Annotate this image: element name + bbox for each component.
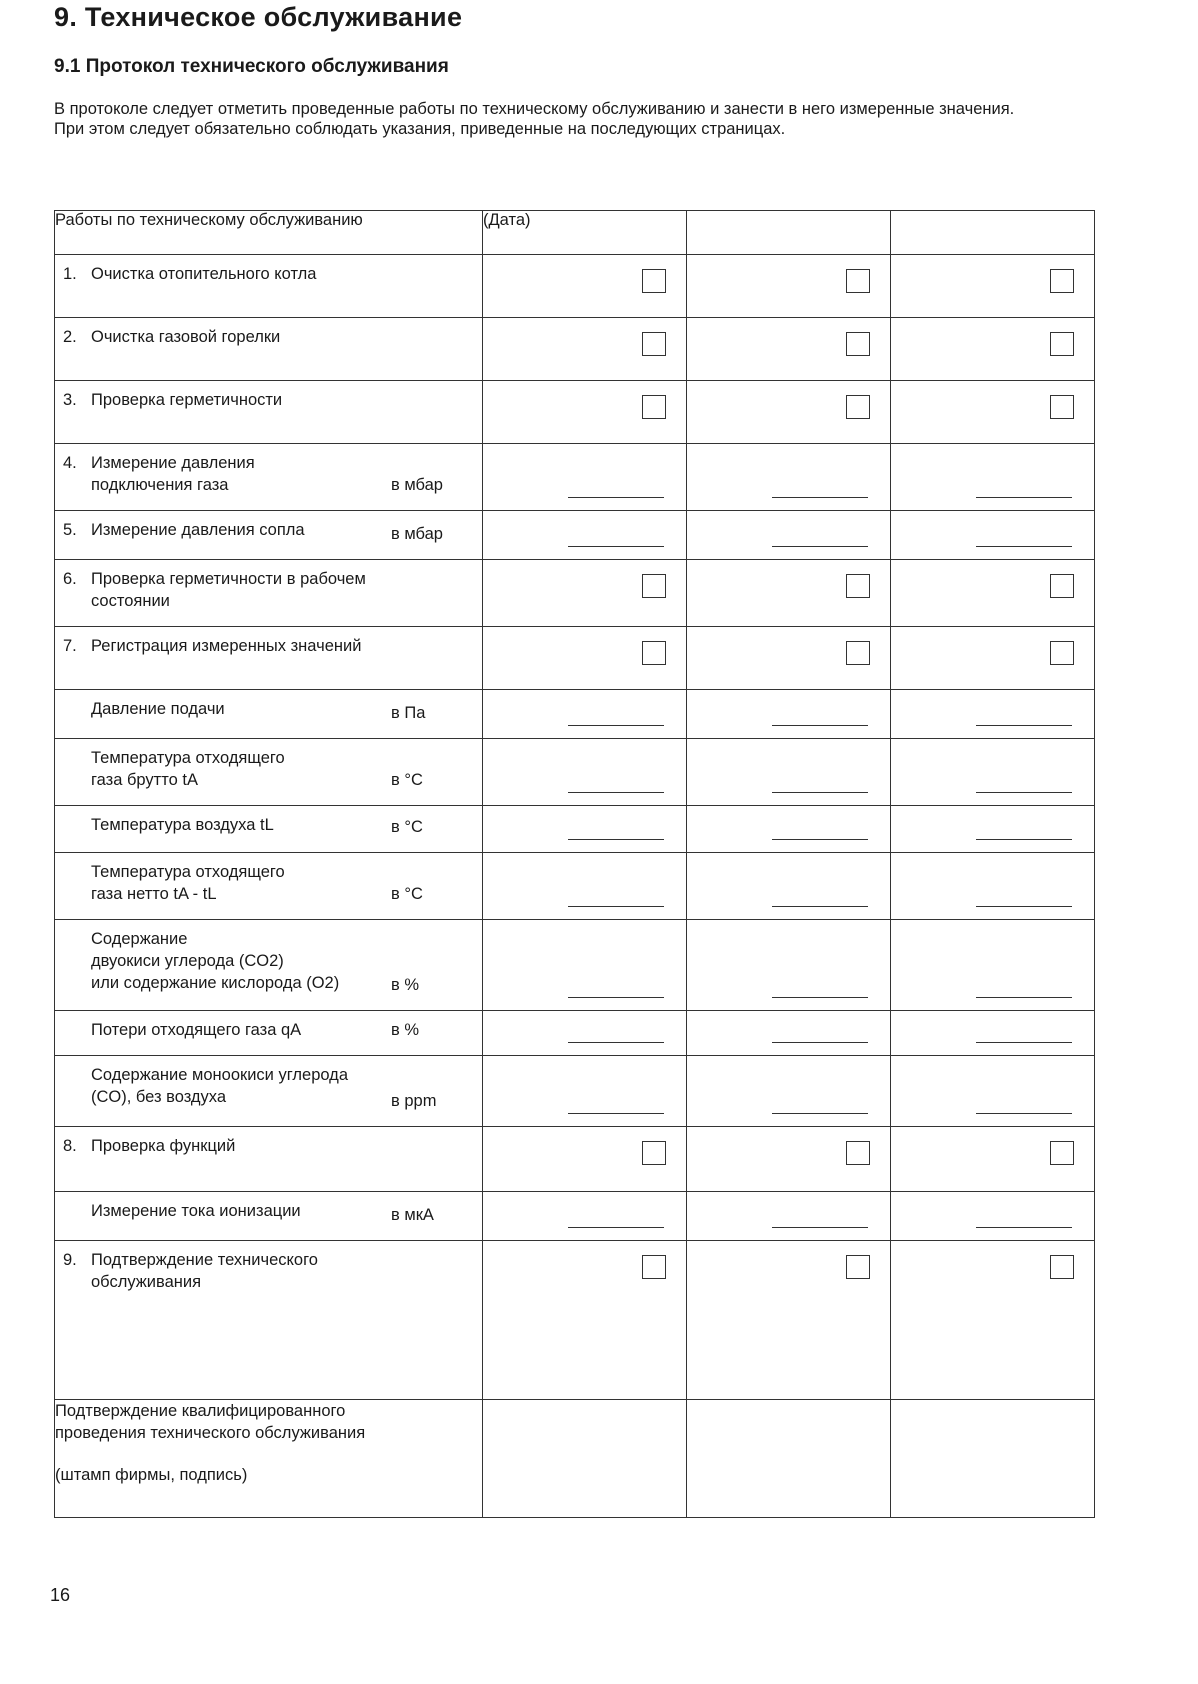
- row-number: 4.: [63, 454, 77, 472]
- row-label: Подтверждение технического обслуживания: [91, 1251, 318, 1291]
- protocol-value-cell: [483, 1192, 687, 1241]
- protocol-row-label-cell: [55, 1192, 483, 1241]
- protocol-value-cell: [891, 1011, 1095, 1056]
- protocol-value-cell: [891, 920, 1095, 1011]
- page-number: 16: [50, 1585, 71, 1605]
- protocol-value-cell: [687, 627, 891, 690]
- row-unit: в мкА: [391, 1206, 434, 1224]
- measurement-entry-line[interactable]: [976, 839, 1072, 840]
- protocol-value-cell: [891, 1192, 1095, 1241]
- row-number: 9.: [63, 1251, 77, 1269]
- protocol-row: [55, 381, 1095, 444]
- completion-checkbox[interactable]: [642, 574, 666, 598]
- measurement-entry-line[interactable]: [772, 792, 868, 793]
- row-number: 2.: [63, 328, 77, 346]
- row-number: 6.: [63, 570, 77, 588]
- completion-checkbox[interactable]: [846, 1255, 870, 1279]
- completion-checkbox[interactable]: [642, 1255, 666, 1279]
- completion-checkbox[interactable]: [1050, 574, 1074, 598]
- measurement-entry-line[interactable]: [568, 906, 664, 907]
- row-unit: в ppm: [391, 1092, 437, 1110]
- protocol-value-cell: [687, 1056, 891, 1127]
- row-label: Температура отходящего газа нетто tA - tL: [91, 863, 285, 903]
- protocol-value-cell: [687, 1127, 891, 1192]
- protocol-row: [55, 806, 1095, 853]
- measurement-entry-line[interactable]: [976, 497, 1072, 498]
- completion-checkbox[interactable]: [1050, 1141, 1074, 1165]
- protocol-value-cell: [687, 318, 891, 381]
- row-label: Проверка герметичности: [91, 391, 283, 409]
- completion-checkbox[interactable]: [846, 641, 870, 665]
- row-label: Потери отходящего газа qA: [91, 1021, 302, 1039]
- intro-text: [54, 99, 1114, 139]
- completion-checkbox[interactable]: [642, 332, 666, 356]
- protocol-value-cell: [891, 739, 1095, 806]
- row-label: Содержание двуокиси углерода (CO2) или содержание кислорода (O2): [91, 930, 340, 992]
- protocol-value-cell: [891, 627, 1095, 690]
- protocol-value-cell: [891, 511, 1095, 560]
- protocol-value-cell: [687, 511, 891, 560]
- measurement-entry-line[interactable]: [568, 1227, 664, 1228]
- completion-checkbox[interactable]: [1050, 332, 1074, 356]
- protocol-value-cell: [891, 1056, 1095, 1127]
- protocol-value-cell: [687, 255, 891, 318]
- protocol-row: [55, 1056, 1095, 1127]
- intro-paragraph-2: При этом следует обязательно соблюдать указания, приведенные на последующих страницах.: [54, 120, 786, 138]
- row-label: Проверка функций: [91, 1137, 236, 1155]
- measurement-entry-line[interactable]: [568, 1113, 664, 1114]
- protocol-row-label-cell: [55, 739, 483, 806]
- completion-checkbox[interactable]: [642, 641, 666, 665]
- protocol-value-cell: [687, 806, 891, 853]
- signature-note: (штамп фирмы, подпись): [55, 1466, 248, 1484]
- protocol-value-cell: [483, 627, 687, 690]
- row-label: Измерение давления подключения газа: [91, 454, 255, 494]
- header-works-label: Работы по техническому обслуживанию: [55, 211, 483, 255]
- protocol-row: [55, 1241, 1095, 1400]
- row-label: Температура отходящего газа брутто tA: [91, 749, 285, 789]
- completion-checkbox[interactable]: [846, 332, 870, 356]
- measurement-entry-line[interactable]: [772, 1042, 868, 1043]
- row-label: Температура воздуха tL: [91, 816, 274, 834]
- protocol-value-cell: [483, 511, 687, 560]
- signature-stamp-cell[interactable]: [687, 1400, 891, 1518]
- protocol-value-cell: [687, 1241, 891, 1400]
- row-label: Проверка герметичности в рабочем состоянии: [91, 570, 366, 610]
- protocol-row: [55, 1011, 1095, 1056]
- protocol-row: [55, 1127, 1095, 1192]
- row-number: 3.: [63, 391, 77, 409]
- protocol-value-cell: [891, 560, 1095, 627]
- protocol-row-label-cell: [55, 1056, 483, 1127]
- row-unit: в Па: [391, 704, 426, 722]
- protocol-row-label-cell: [55, 255, 483, 318]
- completion-checkbox[interactable]: [642, 395, 666, 419]
- row-unit: в °C: [391, 818, 423, 836]
- completion-checkbox[interactable]: [1050, 395, 1074, 419]
- row-label: Измерение тока ионизации: [91, 1202, 301, 1220]
- protocol-value-cell: [687, 381, 891, 444]
- protocol-value-cell: [687, 853, 891, 920]
- completion-checkbox[interactable]: [1050, 641, 1074, 665]
- row-label: Содержание моноокиси углерода (CO), без воздуха: [91, 1066, 348, 1106]
- protocol-row-label-cell: [55, 381, 483, 444]
- protocol-value-cell: [891, 1127, 1095, 1192]
- completion-checkbox[interactable]: [1050, 1255, 1074, 1279]
- header-date-cell[interactable]: (Дата): [483, 211, 687, 255]
- protocol-value-cell: [891, 255, 1095, 318]
- protocol-row: [55, 444, 1095, 511]
- protocol-value-cell: [891, 690, 1095, 739]
- row-number: 5.: [63, 521, 77, 539]
- protocol-value-cell: [891, 381, 1095, 444]
- row-label: Измерение давления сопла: [91, 521, 305, 539]
- protocol-value-cell: [687, 444, 891, 511]
- protocol-row: [55, 853, 1095, 920]
- completion-checkbox[interactable]: [642, 1141, 666, 1165]
- protocol-value-cell: [483, 255, 687, 318]
- protocol-row: [55, 318, 1095, 381]
- row-label: Давление подачи: [91, 700, 225, 718]
- protocol-value-cell: [687, 1011, 891, 1056]
- row-number: 8.: [63, 1137, 77, 1155]
- protocol-value-cell: [483, 806, 687, 853]
- protocol-value-cell: [687, 1192, 891, 1241]
- measurement-entry-line[interactable]: [568, 1042, 664, 1043]
- protocol-row: [55, 511, 1095, 560]
- completion-checkbox[interactable]: [846, 1141, 870, 1165]
- measurement-entry-line[interactable]: [772, 1227, 868, 1228]
- measurement-entry-line[interactable]: [568, 792, 664, 793]
- protocol-row-label-cell: [55, 444, 483, 511]
- measurement-entry-line[interactable]: [772, 997, 868, 998]
- protocol-row: [55, 255, 1095, 318]
- measurement-entry-line[interactable]: [976, 906, 1072, 907]
- row-unit: в мбар: [391, 476, 443, 494]
- protocol-value-cell: [483, 1011, 687, 1056]
- protocol-value-cell: [483, 560, 687, 627]
- protocol-row-label-cell: [55, 318, 483, 381]
- intro-paragraph-1: В протоколе следует отметить проведенные работы по техническому обслуживанию и занести в него измеренные значения.: [54, 100, 1015, 118]
- completion-checkbox[interactable]: [642, 269, 666, 293]
- protocol-value-cell: [891, 1241, 1095, 1400]
- row-unit: в °C: [391, 771, 423, 789]
- protocol-value-cell: [483, 318, 687, 381]
- measurement-entry-line[interactable]: [772, 497, 868, 498]
- protocol-row-label-cell: [55, 920, 483, 1011]
- protocol-value-cell: [687, 690, 891, 739]
- row-unit: в мбар: [391, 525, 443, 543]
- row-label: Очистка отопительного котла: [91, 265, 317, 283]
- row-number: 7.: [63, 637, 77, 655]
- measurement-entry-line[interactable]: [976, 1113, 1072, 1114]
- measurement-entry-line[interactable]: [772, 725, 868, 726]
- protocol-row-label-cell: [55, 1011, 483, 1056]
- completion-checkbox[interactable]: [1050, 269, 1074, 293]
- protocol-value-cell: [891, 853, 1095, 920]
- measurement-entry-line[interactable]: [568, 997, 664, 998]
- measurement-entry-line[interactable]: [772, 1113, 868, 1114]
- measurement-entry-line[interactable]: [772, 906, 868, 907]
- protocol-value-cell: [891, 318, 1095, 381]
- protocol-row: [55, 1192, 1095, 1241]
- measurement-entry-line[interactable]: [976, 546, 1072, 547]
- measurement-entry-line[interactable]: [976, 1042, 1072, 1043]
- measurement-entry-line[interactable]: [568, 497, 664, 498]
- protocol-value-cell: [483, 853, 687, 920]
- measurement-entry-line[interactable]: [976, 725, 1072, 726]
- row-unit: в %: [391, 1021, 420, 1039]
- signature-label-cell: [55, 1400, 483, 1518]
- protocol-row: [55, 560, 1095, 627]
- protocol-row: [55, 690, 1095, 739]
- protocol-value-cell: [483, 381, 687, 444]
- protocol-value-cell: [483, 1056, 687, 1127]
- measurement-entry-line[interactable]: [772, 546, 868, 547]
- protocol-value-cell: [891, 806, 1095, 853]
- protocol-value-cell: [687, 920, 891, 1011]
- measurement-entry-line[interactable]: [976, 997, 1072, 998]
- protocol-value-cell: [483, 739, 687, 806]
- protocol-row: [55, 920, 1095, 1011]
- row-label: Регистрация измеренных значений: [91, 637, 362, 655]
- signature-stamp-cell[interactable]: [483, 1400, 687, 1518]
- protocol-value-cell: [483, 1127, 687, 1192]
- protocol-value-cell: [483, 1241, 687, 1400]
- protocol-row: [55, 627, 1095, 690]
- protocol-row-label-cell: [55, 806, 483, 853]
- protocol-row-label-cell: [55, 627, 483, 690]
- measurement-entry-line[interactable]: [568, 546, 664, 547]
- protocol-row-label-cell: [55, 1127, 483, 1192]
- protocol-row-label-cell: [55, 690, 483, 739]
- table-header-row: [55, 211, 1095, 255]
- measurement-entry-line[interactable]: [568, 839, 664, 840]
- protocol-row-label-cell: [55, 560, 483, 627]
- section-heading: 9.1 Протокол технического обслуживания: [54, 56, 449, 77]
- header-date-cell-2[interactable]: [687, 211, 891, 255]
- protocol-value-cell: [687, 739, 891, 806]
- row-label: Очистка газовой горелки: [91, 328, 281, 346]
- completion-checkbox[interactable]: [846, 395, 870, 419]
- protocol-row-label-cell: [55, 511, 483, 560]
- protocol-row-label-cell: [55, 853, 483, 920]
- measurement-entry-line[interactable]: [976, 1227, 1072, 1228]
- page-heading: 9. Техническое обслуживание: [54, 2, 463, 32]
- header-date-cell-3[interactable]: [891, 211, 1095, 255]
- maintenance-protocol-table: [54, 210, 1095, 1518]
- protocol-value-cell: [891, 444, 1095, 511]
- signature-label: Подтверждение квалифицированного проведения технического обслуживания: [55, 1402, 366, 1442]
- measurement-entry-line[interactable]: [772, 839, 868, 840]
- completion-checkbox[interactable]: [846, 269, 870, 293]
- protocol-value-cell: [687, 560, 891, 627]
- signature-row: [55, 1400, 1095, 1518]
- measurement-entry-line[interactable]: [568, 725, 664, 726]
- protocol-row: [55, 739, 1095, 806]
- protocol-row-label-cell: [55, 1241, 483, 1400]
- protocol-value-cell: [483, 920, 687, 1011]
- protocol-value-cell: [483, 690, 687, 739]
- protocol-value-cell: [483, 444, 687, 511]
- measurement-entry-line[interactable]: [976, 792, 1072, 793]
- row-unit: в °C: [391, 885, 423, 903]
- row-unit: в %: [391, 976, 420, 994]
- row-number: 1.: [63, 265, 77, 283]
- completion-checkbox[interactable]: [846, 574, 870, 598]
- signature-stamp-cell[interactable]: [891, 1400, 1095, 1518]
